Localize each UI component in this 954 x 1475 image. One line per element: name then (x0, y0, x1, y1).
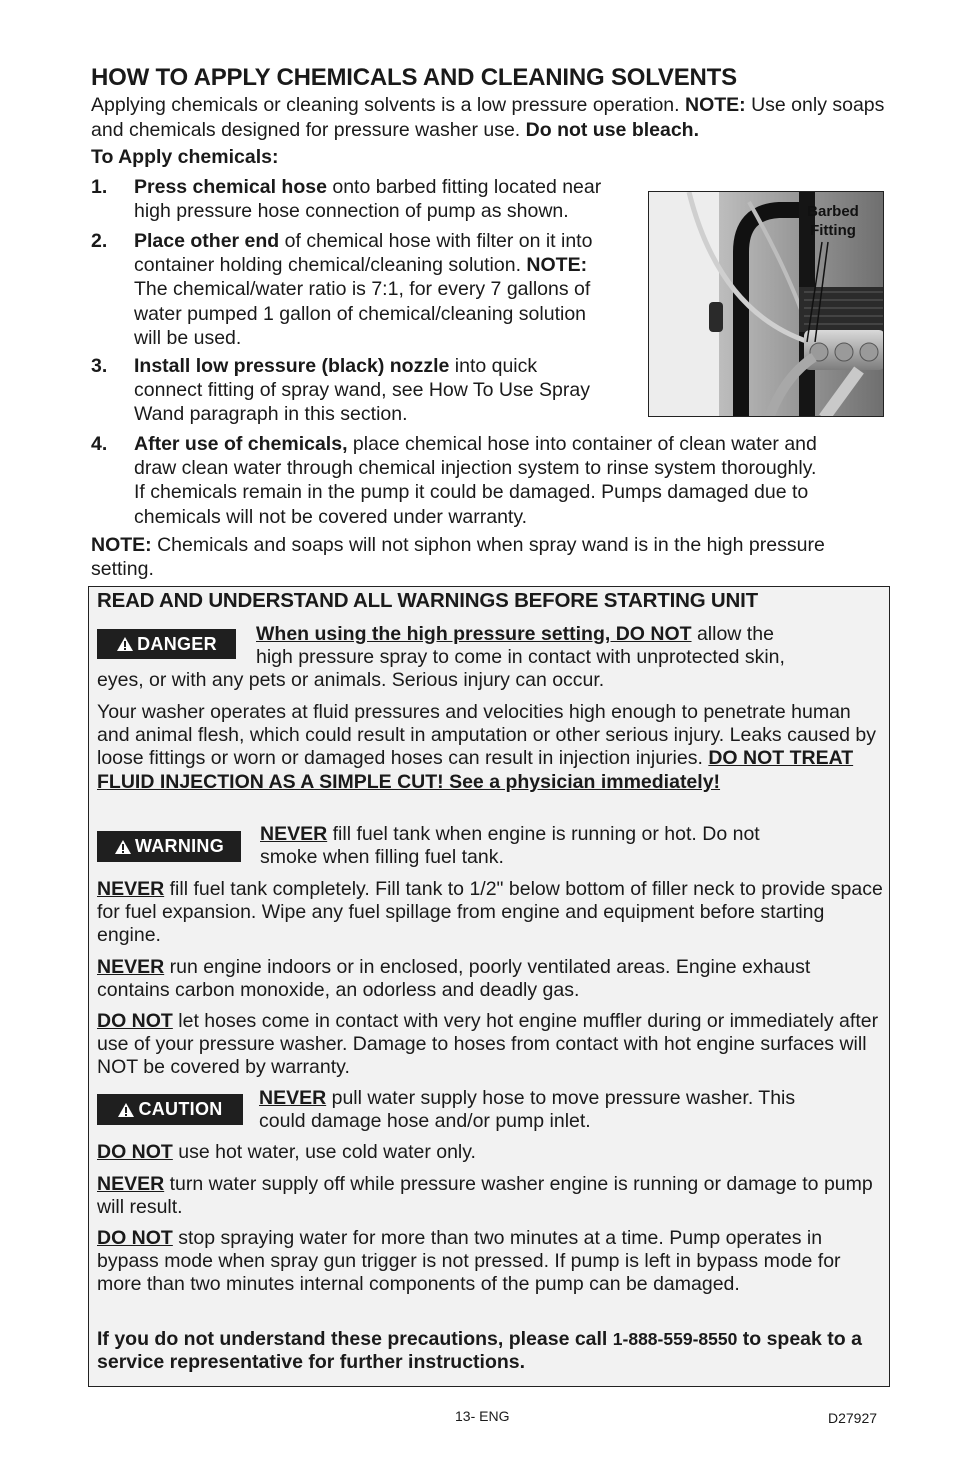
warning-text: NEVER fill fuel tank when engine is running or hot. Do not smoke when filling fuel tank. (260, 823, 760, 869)
pump-photo (648, 191, 884, 417)
warnings-title: READ AND UNDERSTAND ALL WARNINGS BEFORE STARTING UNIT (97, 589, 758, 612)
alert-triangle-icon (116, 636, 134, 652)
warning-badge: WARNING (97, 831, 241, 862)
water-supply-paragraph: NEVER turn water supply off while pressure washer engine is running or damage to pump will result. (97, 1173, 873, 1219)
document-code: D27927 (828, 1410, 878, 1426)
hot-water-paragraph: DO NOT use hot water, use cold water only. (97, 1141, 476, 1163)
alert-triangle-icon (114, 839, 132, 855)
danger-text: When using the high pressure setting, DO NOT allow the high pressure spray to come in contact with unprotected skin, (256, 623, 785, 669)
page-number: 13- ENG (455, 1408, 510, 1424)
contact-paragraph: If you do not understand these precautions, please call 1-888-559-8550 to speak to a service representative for further instructions. (97, 1328, 862, 1374)
danger-text-cont: eyes, or with any pets or animals. Serious injury can occur. (97, 669, 605, 691)
page-title: HOW TO APPLY CHEMICALS AND CLEANING SOLVENTS (91, 64, 737, 91)
intro-paragraph: Applying chemicals or cleaning solvents is a low pressure operation. NOTE: Use only soaps and chemicals designed for pressure washer use. Do not use bleach. (91, 94, 885, 141)
danger-badge: DANGER (97, 629, 236, 659)
section-subheading: To Apply chemicals: (91, 146, 279, 168)
injection-paragraph: Your washer operates at fluid pressures and velocities high enough to penetrate human and animal flesh, which could result in amputation or other serious injury. Leaks caused by loose fittings or worn or damaged hoses can result in injection injuries. DO NOT TREAT FLUID INJECTION AS A SIMPLE CUT! See a physician immediately! (97, 701, 876, 793)
indoors-paragraph: NEVER run engine indoors or in enclosed, poorly ventilated areas. Engine exhaust contains carbon monoxide, an odorless and deadly gas. (97, 956, 811, 1002)
muffler-paragraph: DO NOT let hoses come in contact with very hot engine muffler during or immediately after use of your pressure washer. Damage to hoses from contact with hot engine surfaces will NOT be covered by warranty. (97, 1010, 879, 1079)
caution-badge: CAUTION (97, 1094, 243, 1125)
support-phone: 1-888-559-8550 (612, 1329, 738, 1349)
bypass-paragraph: DO NOT stop spraying water for more than two minutes at a time. Pump operates in bypass mode when spray gun trigger is not pressed. If pump is left in bypass mode for more than two minutes internal components of the pump can be damaged. (97, 1227, 841, 1296)
barbed-fitting-label: Barbed Fitting (807, 203, 859, 239)
alert-triangle-icon (117, 1102, 135, 1118)
manual-page: HOW TO APPLY CHEMICALS AND CLEANING SOLVENTS Applying chemicals or cleaning solvents is a low pressure operation. NOTE: Use only soaps and chemicals designed for pressure washer use. Do not use bleach. To Apply chemicals: 1. Press chemical hose onto barbed fitting located near high pressure hose connection of pump as shown. 2. Place other end of chemical hose with filter on it into container holding chemical/cleaning solution. NOTE: The chemical/water ratio is 7:1, for every 7 gallons of water pumped 1 gallon of chemical/cleaning solution will be used. 3. Install low pressure (black) nozzle into quick connect fitting of spray wand, see How To Use Spray Wand paragraph in this section. 4. After use of chemicals, place chemical hose into container of clean water and draw clean water through chemical injection system to rinse system thoroughly. If chemicals remain in the pump it could be damaged. Pumps damaged due to chemicals will not be covered under warranty. Barbed Fitting NOTE: Chemicals and soaps will not siphon when spray wand is in the high pressure setting. READ AND UNDERSTAND ALL WARNINGS BEFORE STARTING UNIT DANGER When using the high pressure setting, DO NOT allow the high pressure spray to come in contact with unprotected skin, eyes, or with any pets or animals. Serious injury can occur. Your washer operates at fluid pressures and velocities high enough to penetrate human and animal flesh, which could result in amputation or other serious injury. Leaks caused by loose fittings or worn or damaged hoses can result in injection injuries. DO NOT TREAT FLUID INJECTION AS A SIMPLE CUT! See a physician immediately! WARNING NEVER fill fuel tank when engine is running or hot. Do not smoke when filling fuel tank. NEVER fill fuel tank completely. Fill tank to 1/2" below bottom of filler neck to provide space for fuel expansion. Wipe any fuel spillage from engine and equipment before starting engine. NEVER run engine indoors or in enclosed, poorly ventilated areas. Engine exhaust contains carbon monoxide, an odorless and deadly gas. DO NOT let hoses come in contact with very hot engine muffler during or immediately after use of your pressure washer. Damage to hoses from contact with hot engine surfaces will NOT be covered by warranty. CAUTION NEVER pull water supply hose to move pressure washer. This could damage hose and/or pump inlet. DO NOT use hot water, use cold water only. NEVER turn water supply off while pressure washer engine is running or damage to pump will result. DO NOT stop spraying water for more than two minutes at a time. Pump operates in bypass mode when spray gun trigger is not pressed. If pump is left in bypass mode for more than two minutes internal components of the pump can be damaged. If you do not understand these precautions, please call 1-888-559-8550 to speak to a service representative for further instructions. 13- ENG D27927 (0, 0, 954, 1475)
caution-text: NEVER pull water supply hose to move pressure washer. This could damage hose and/or pump inlet. (259, 1087, 796, 1133)
fuel-fill-paragraph: NEVER fill fuel tank completely. Fill tank to 1/2" below bottom of filler neck to provide space for fuel expansion. Wipe any fuel spillage from engine and equipment before starting engine. (97, 878, 883, 947)
warnings-box (88, 586, 890, 1387)
siphon-note: NOTE: Chemicals and soaps will not siphon when spray wand is in the high pressure setting. (91, 534, 825, 580)
